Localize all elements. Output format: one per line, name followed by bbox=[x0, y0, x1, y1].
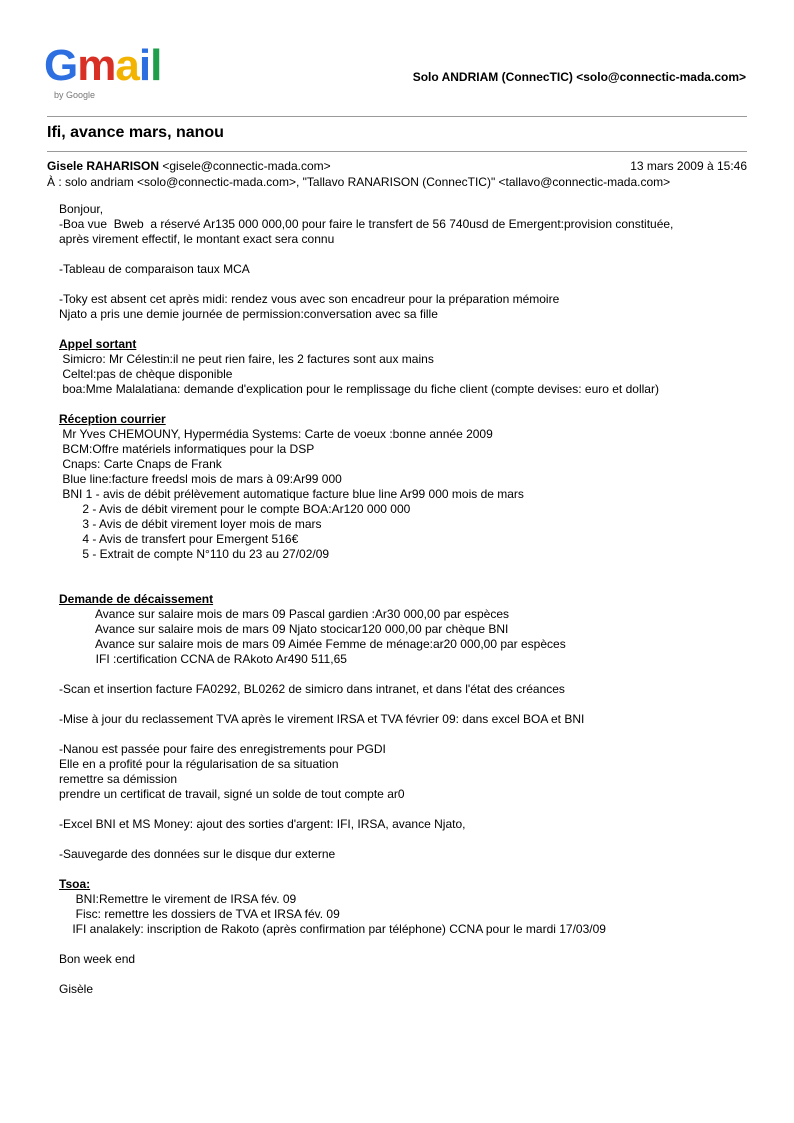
body-line bbox=[59, 772, 759, 787]
body-blank-line bbox=[59, 832, 759, 847]
body-text: -Sauvegarde des données sur le disque dur externe bbox=[59, 847, 336, 861]
message-date: 13 mars 2009 à 15:46 bbox=[630, 159, 747, 173]
body-line bbox=[59, 592, 759, 607]
sender-email: <gisele@connectic-mada.com> bbox=[162, 159, 331, 173]
body-line bbox=[59, 547, 759, 562]
body-blank-line bbox=[59, 397, 759, 412]
body-line bbox=[59, 607, 759, 622]
body-text: Avance sur salaire mois de mars 09 Njato stocicar120 000,00 par chèque BNI bbox=[59, 622, 509, 636]
body-line bbox=[59, 652, 759, 667]
body-line bbox=[59, 442, 759, 457]
body-blank-line bbox=[59, 862, 759, 877]
recipients-line: À : solo andriam <solo@connectic-mada.com>, "Tallavo RANARISON (ConnecTIC)" <tallavo@connectic-mada.com> bbox=[47, 175, 671, 189]
body-text: Mr Yves CHEMOUNY, Hypermédia Systems: Carte de voeux :bonne année 2009 bbox=[59, 427, 493, 441]
body-line bbox=[59, 352, 759, 367]
body-text: -Tableau de comparaison taux MCA bbox=[59, 262, 250, 276]
body-text: Gisèle bbox=[59, 982, 94, 996]
body-line bbox=[59, 517, 759, 532]
header-divider bbox=[47, 116, 747, 117]
body-text: Avance sur salaire mois de mars 09 Pascal gardien :Ar30 000,00 par espèces bbox=[59, 607, 510, 621]
body-line bbox=[59, 952, 759, 967]
body-text: Simicro: Mr Célestin:il ne peut rien faire, les 2 factures sont aux mains bbox=[59, 352, 434, 366]
body-blank-line bbox=[59, 247, 759, 262]
body-section-heading: Tsoa: bbox=[59, 877, 91, 891]
body-text: Elle en a profité pour la régularisation de sa situation bbox=[59, 757, 339, 771]
body-text: Fisc: remettre les dossiers de TVA et IRSA fév. 09 bbox=[59, 907, 340, 921]
body-text: boa:Mme Malalatiana: demande d'explication pour le remplissage du fiche client (compte devises: euro et dollar) bbox=[59, 382, 659, 396]
body-text: Avance sur salaire mois de mars 09 Aimée Femme de ménage:ar20 000,00 par espèces bbox=[59, 637, 566, 651]
body-text: IFI :certification CCNA de RAkoto Ar490 511,65 bbox=[59, 652, 347, 666]
body-line bbox=[59, 502, 759, 517]
body-text: -Mise à jour du reclassement TVA après le virement IRSA et TVA février 09: dans excel BOA et BNI bbox=[59, 712, 585, 726]
sender-name: Gisele RAHARISON bbox=[47, 159, 160, 173]
account-identity: Solo ANDRIAM (ConnecTIC) <solo@connectic-mada.com> bbox=[412, 70, 746, 84]
body-line bbox=[59, 712, 759, 727]
body-text: 5 - Extrait de compte N°110 du 23 au 27/02/09 bbox=[59, 547, 330, 561]
body-text: 3 - Avis de débit virement loyer mois de mars bbox=[59, 517, 322, 531]
body-section-heading: Demande de décaissement bbox=[59, 592, 214, 606]
body-text: Cnaps: Carte Cnaps de Frank bbox=[59, 457, 222, 471]
body-blank-line bbox=[59, 802, 759, 817]
body-blank-line bbox=[59, 727, 759, 742]
body-blank-line bbox=[59, 277, 759, 292]
body-text: BNI:Remettre le virement de IRSA fév. 09 bbox=[59, 892, 297, 906]
body-blank-line bbox=[59, 577, 759, 592]
body-section-heading: Réception courrier bbox=[59, 412, 166, 426]
body-line bbox=[59, 292, 759, 307]
body-line bbox=[59, 742, 759, 757]
body-blank-line bbox=[59, 322, 759, 337]
body-text: Bon week end bbox=[59, 952, 136, 966]
body-text: BCM:Offre matériels informatiques pour la DSP bbox=[59, 442, 315, 456]
body-line bbox=[59, 337, 759, 352]
body-blank-line bbox=[59, 937, 759, 952]
body-text: 2 - Avis de débit virement pour le compte BOA:Ar120 000 000 bbox=[59, 502, 411, 516]
body-line bbox=[59, 412, 759, 427]
body-text: après virement effectif, le montant exact sera connu bbox=[59, 232, 335, 246]
body-blank-line bbox=[59, 667, 759, 682]
body-text: 4 - Avis de transfert pour Emergent 516€ bbox=[59, 532, 299, 546]
body-line bbox=[59, 367, 759, 382]
body-blank-line bbox=[59, 562, 759, 577]
body-line bbox=[59, 487, 759, 502]
body-line bbox=[59, 232, 759, 247]
body-text: IFI analakely: inscription de Rakoto (après confirmation par téléphone) CCNA pour le mardi 17/03/09 bbox=[59, 922, 606, 936]
body-line bbox=[59, 817, 759, 832]
body-text: -Boa vue Bweb a réservé Ar135 000 000,00 pour faire le transfert de 56 740usd de Emergent:provision constituée, bbox=[59, 217, 674, 231]
body-section-heading: Appel sortant bbox=[59, 337, 137, 351]
subject-divider bbox=[47, 151, 747, 152]
body-line bbox=[59, 682, 759, 697]
body-line bbox=[59, 622, 759, 637]
body-line bbox=[59, 922, 759, 937]
body-line bbox=[59, 847, 759, 862]
body-line bbox=[59, 472, 759, 487]
body-line bbox=[59, 307, 759, 322]
body-line bbox=[59, 907, 759, 922]
gmail-logo-byline: by Google bbox=[54, 90, 96, 100]
body-line bbox=[59, 427, 759, 442]
body-text: remettre sa démission bbox=[59, 772, 178, 786]
body-blank-line bbox=[59, 697, 759, 712]
sender-line bbox=[47, 159, 747, 174]
body-text: BNI 1 - avis de débit prélèvement automatique facture blue line Ar99 000 mois de mars bbox=[59, 487, 524, 501]
body-text: -Scan et insertion facture FA0292, BL0262 de simicro dans intranet, et dans l'état des créances bbox=[59, 682, 565, 696]
body-line bbox=[59, 382, 759, 397]
body-line bbox=[59, 892, 759, 907]
body-line bbox=[59, 262, 759, 277]
gmail-logo-wordmark: Gmail bbox=[44, 41, 162, 90]
body-text: -Toky est absent cet après midi: rendez vous avec son encadreur pour la préparation mémoire bbox=[59, 292, 560, 306]
body-text: -Nanou est passée pour faire des enregistrements pour PGDI bbox=[59, 742, 386, 756]
body-text: prendre un certificat de travail, signé un solde de tout compte ar0 bbox=[59, 787, 405, 801]
body-line bbox=[59, 757, 759, 772]
body-line bbox=[59, 637, 759, 652]
gmail-logo bbox=[44, 41, 174, 106]
body-text: Blue line:facture freedsl mois de mars à 09:Ar99 000 bbox=[59, 472, 342, 486]
email-subject: Ifi, avance mars, nanou bbox=[47, 124, 224, 141]
body-text: Celtel:pas de chèque disponible bbox=[59, 367, 233, 381]
body-text: Njato a pris une demie journée de permission:conversation avec sa fille bbox=[59, 307, 438, 321]
body-line bbox=[59, 202, 759, 217]
body-line bbox=[59, 787, 759, 802]
body-line bbox=[59, 982, 759, 997]
body-text: -Excel BNI et MS Money: ajout des sorties d'argent: IFI, IRSA, avance Njato, bbox=[59, 817, 466, 831]
email-body bbox=[59, 202, 759, 997]
body-blank-line bbox=[59, 967, 759, 982]
body-text: Bonjour, bbox=[59, 202, 104, 216]
body-line bbox=[59, 877, 759, 892]
body-line bbox=[59, 217, 759, 232]
body-line bbox=[59, 457, 759, 472]
body-line bbox=[59, 532, 759, 547]
